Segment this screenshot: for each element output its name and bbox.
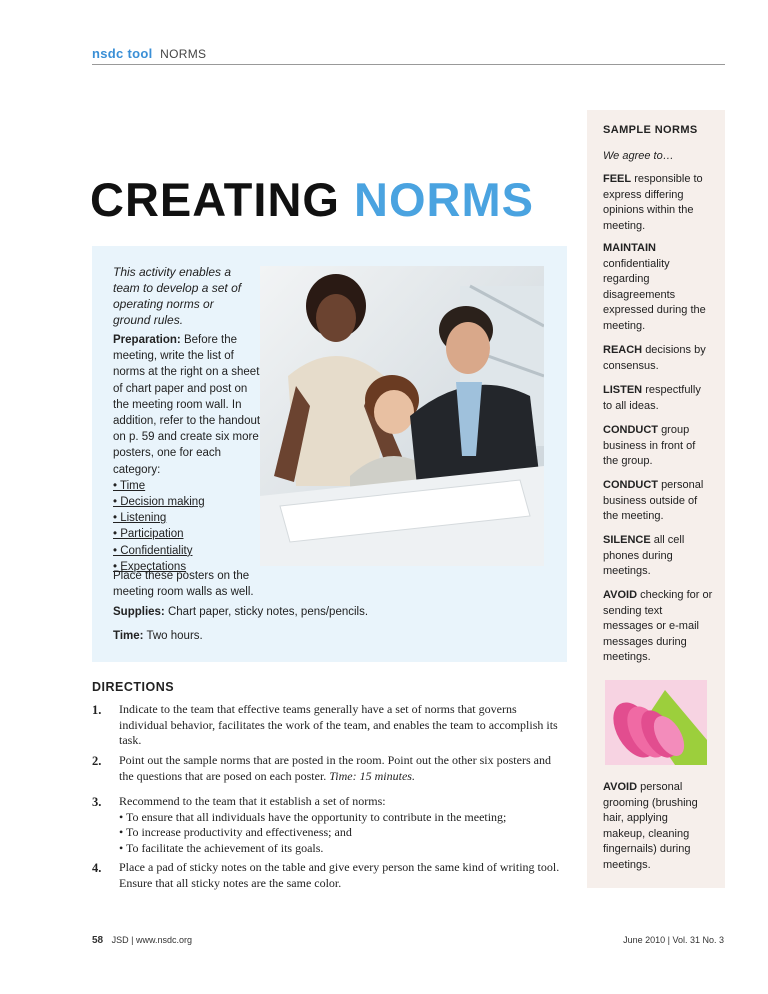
category-item: • Time	[113, 479, 146, 492]
time-line	[113, 630, 413, 642]
category-item: • Listening	[113, 512, 167, 525]
sidebar-heading: SAMPLE NORMS	[603, 124, 698, 136]
norm-item	[603, 383, 713, 414]
team-meeting-photo	[260, 266, 544, 566]
direction-number: 3.	[92, 795, 102, 809]
norm-text: checking for or sending text messages or e-mail messages during meetings.	[603, 589, 713, 663]
direction-time-note: Time: 15 minutes.	[329, 768, 415, 783]
norm-verb: AVOID	[603, 589, 638, 601]
category-item: • Expectations	[113, 560, 187, 573]
direction-text: Point out the sample norms that are posted in the room. Point out the other six posters and the questions that are posed on each poster.	[119, 753, 551, 783]
section-label: NORMS	[160, 47, 207, 61]
direction-text: Indicate to the team that effective teams generally have a set of norms that governs individual behavior, facilitates the work of the team, and enables the team to accomplish its task.	[119, 702, 558, 747]
preparation-block	[113, 332, 261, 575]
norm-item	[603, 423, 713, 470]
supplies-label: Supplies:	[113, 606, 165, 618]
header-divider	[92, 64, 725, 65]
norm-item	[603, 343, 713, 374]
norm-text: confidentiality regarding disagreements expressed during the meeting.	[603, 257, 706, 332]
norm-text: respectfully to all ideas.	[603, 384, 701, 412]
place-posters-text: Place these posters on the meeting room walls as well.	[113, 570, 254, 598]
norm-verb: FEEL	[603, 173, 632, 185]
category-item: • Decision making	[113, 496, 205, 509]
title-part-2: NORMS	[354, 173, 534, 226]
norm-text: group business in front of the group.	[603, 424, 696, 467]
direction-item	[119, 753, 564, 784]
running-header	[92, 46, 206, 61]
direction-bullet: • To increase productivity and effectiveness; and	[119, 825, 352, 839]
norm-item	[603, 241, 713, 334]
norm-verb: AVOID	[603, 781, 638, 793]
preparation-label: Preparation:	[113, 334, 181, 346]
norm-verb: MAINTAIN	[603, 242, 656, 254]
time-label: Time:	[113, 630, 144, 642]
norm-verb: LISTEN	[603, 384, 643, 396]
norm-verb: CONDUCT	[603, 479, 658, 491]
preparation-text: Before the meeting, write the list of norms at the right on a sheet of chart paper and post on the meeting room wall. In addition, refer to the handout on p. 59 and create six more posters, one for each category:	[113, 334, 261, 476]
norm-item	[603, 780, 713, 873]
footer-left	[92, 935, 192, 946]
direction-text: Recommend to the team that it establish a set of norms:	[119, 794, 386, 808]
norm-verb: SILENCE	[603, 534, 651, 546]
direction-number: 4.	[92, 861, 102, 875]
norm-text: decisions by consensus.	[603, 344, 706, 372]
norm-item	[603, 172, 713, 234]
norm-item	[603, 533, 713, 580]
page-title	[90, 173, 534, 226]
direction-text: Place a pad of sticky notes on the table and give every person the same kind of writing tool. Ensure that all sticky notes are the same color.	[119, 860, 560, 890]
brand-label: nsdc tool	[92, 46, 153, 61]
norm-item	[603, 588, 713, 666]
norm-item	[603, 478, 713, 525]
norm-text: all cell phones during meetings.	[603, 534, 685, 577]
time-text: Two hours.	[146, 630, 203, 642]
category-item: • Confidentiality	[113, 544, 193, 557]
title-part-1: CREATING	[90, 173, 340, 226]
direction-item	[119, 794, 564, 856]
supplies-line	[113, 606, 533, 618]
page-number: 58	[92, 935, 104, 946]
grooming-items-photo	[605, 680, 707, 765]
footer-issue: June 2010 | Vol. 31 No. 3	[623, 935, 724, 945]
footer-publication: JSD | www.nsdc.org	[111, 935, 193, 945]
norm-text: personal business outside of the meeting.	[603, 479, 704, 522]
category-item: • Participation	[113, 528, 184, 541]
norm-text: responsible to express differing opinions within the meeting.	[603, 173, 703, 232]
activity-intro: This activity enables a team to develop a set of operating norms or ground rules.	[113, 265, 242, 327]
direction-bullet: • To facilitate the achievement of its goals.	[119, 840, 324, 855]
direction-number: 1.	[92, 703, 102, 717]
norm-text: personal grooming (brushing hair, applying makeup, cleaning fingernails) during meetings.	[603, 781, 698, 871]
sidebar-subheading: We agree to…	[603, 150, 674, 162]
norm-verb: CONDUCT	[603, 424, 658, 436]
norm-verb: REACH	[603, 344, 643, 356]
direction-bullet: • To ensure that all individuals have the opportunity to contribute in the meeting;	[119, 809, 507, 824]
direction-number: 2.	[92, 754, 102, 768]
supplies-text: Chart paper, sticky notes, pens/pencils.	[167, 606, 369, 618]
directions-heading: DIRECTIONS	[92, 680, 175, 694]
